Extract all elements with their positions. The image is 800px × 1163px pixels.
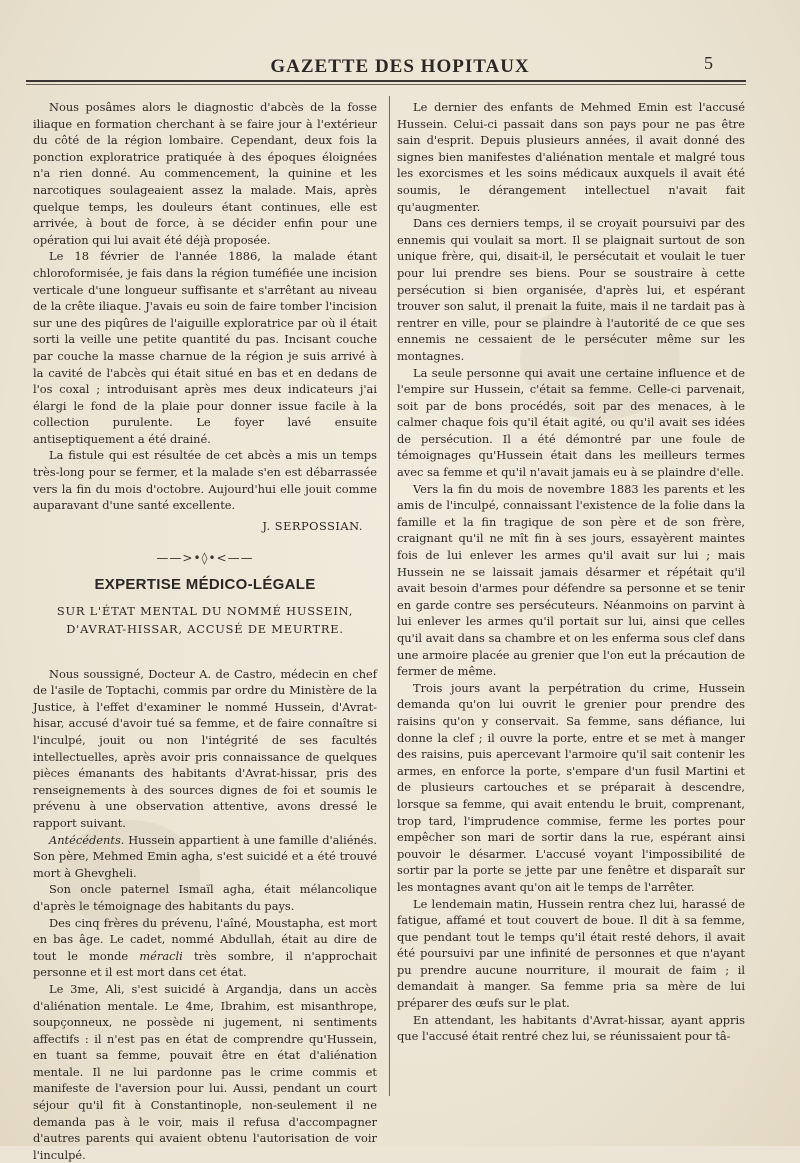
text-span: très sombre, il n'approchait personne et il est mort dans cet état. <box>33 948 378 980</box>
paragraph: La seule personne qui avait une certaine influence et de l'empire sur Hussein, c'était sa femme. Celle-ci parvenait, soit par de bons procédés, soit par des menaces, à le calmer chaque fois qu'il était agité, ou qu'il avait ses idées de persécution. Il a été démontré par une foule de témoignages qu'Hussein était dans les meilleurs termes avec sa femme et qu'il n'avait jamais eu à se plaindre d'elle. <box>397 365 745 480</box>
paragraph: Le 18 février de l'année 1886, la malade étant chloroformisée, je fais dans la région tuméfiée une incision verticale d'une longueur suffisante et s'arrêtant au niveau de la crête iliaque. J'avais eu soin de faire tomber l'incision sur une des piqûres de l'aiguille exploratrice par où il était sorti la veille une petite quantité du pas. Incisant couche par couche la masse charnue de la région je suis arrivé à la cavité de l'abcès qui était situé en bas et en dedans de l'os coxal ; introduisant après mes deux indicateurs j'ai élargi le fond de la plaie pour donner issue facile à la collection purulente. Le foyer lavé ensuite antiseptiquement a été drainé. <box>33 249 377 446</box>
paragraph <box>33 915 377 981</box>
section-subtitle <box>33 602 377 638</box>
paragraph: La fistule qui est résultée de cet abcès a mis un temps très-long pour se fermer, et la malade s'en est débarrassée vers la fin du mois d'octobre. Aujourd'hui elle jouit comme auparavant d'une santé excellente. <box>33 448 377 513</box>
paragraph: Nous soussigné, Docteur A. de Castro, médecin en chef de l'asile de Toptachi, commis par ordre du Ministère de la Justice, à l'effet d'examiner le nommé Hussein, d'Avrat-hisar, accusé d'avoir tué sa femme, et de faire connaître si l'inculpé, jouit ou non l'intégrité de ses facultés intellectuelles, après avoir pris connaissance de quelques pièces émanants des habitants d'Avrat-hissar, pris des renseignements à des sources dignes de foi et soumis le prévenu à une observation attentive, avons dressé le rapport suivant. <box>33 666 377 830</box>
section-subtitle-line: SUR L'ÉTAT MENTAL DU NOMMÉ HUSSEIN, <box>56 603 354 618</box>
paragraph: Dans ces derniers temps, il se croyait poursuivi par des ennemis qui voulait sa mort. Il se plaignait surtout de son unique frère, qui, disait-il, le persécutait et voulait le tuer pour lui prendre ses biens. Pour se soustraire à cette persécution si bien organisée, d'après lui, et espérant trouver son salut, il prenait la fuite, mais il ne tardait pas à rentrer en ville, pour se plaindre à l'autorité de ce que ses ennemis ne cessaient de le persécuter même sur les montagnes. <box>397 216 745 363</box>
author-signature: J. SERPOSSIAN. <box>262 518 363 533</box>
section-ornament: ——>•◊•<—— <box>156 551 254 566</box>
paragraph: Le 3me, Ali, s'est suicidé à Argandja, dans un accès d'aliénation mentale. Le 4me, Ibrahim, est misanthrope, soupçonneux, ne possède ni jugement, ni sentiments affectifs : il n'est pas en état de comprendre qu'Hussein, en tuant sa femme, pouvait être en état d'aliénation mentale. Il ne lui pardonne pas le crime commis et manifeste de l'aversion pour lui. Aussi, pendant un court séjour qu'il fit à Constantinople, non-seulement il ne demanda pas à le voir, mais il refusa d'accompagner d'autres parents qui avaient obtenu l'autorisation de voir l'inculpé. <box>33 981 377 1162</box>
column-divider <box>389 96 390 1096</box>
antecedents-label: Antécédents. <box>49 832 125 847</box>
section-subtitle-line: D'AVRAT-HISSAR, ACCUSÉ DE MEURTRE. <box>66 621 344 636</box>
header-rule-thin <box>26 84 746 85</box>
paragraph: Son oncle paternel Ismaïl agha, était mélancolique d'après le témoignage des habitants du pays. <box>33 882 377 913</box>
paragraph: Vers la fin du mois de novembre 1883 les parents et les amis de l'inculpé, connaissant l'existence de la folie dans la famille et la fin tragique de son père et de son frère, craignant qu'il ne mît fin à ses jours, essayèrent maintes fois de lui enlever les armes qu'il avait sur lui ; mais Hussein ne se laissait jamais désarmer et répétait qu'il avait besoin d'armes pour défendre sa personne et se tenir en garde contre ses persécuteurs. Néanmoins on parvint à lui enlever les armes qu'il portait sur lui, ainsi que celles qu'il avait dans sa chambre et on les enferma sous clef dans une armoire placée au grenier que l'on eut la précaution de fermer de même. <box>397 481 745 679</box>
antecedents-text: Hussein appartient à une famille d'aliénés. Son père, Mehmed Emin agha, s'est suicidé et a été trouvé mort à Ghevgheli. <box>33 832 377 880</box>
section-title: EXPERTISE MÉDICO-LÉGALE <box>94 576 316 594</box>
paragraph: Nous posâmes alors le diagnostic d'abcès de la fosse iliaque en formation cherchant à se faire jour à l'extérieur du côté de la région lombaire. Cependant, deux fois la ponction exploratrice pratiquée à des époques éloignées n'a rien donné. Au commencement, la quinine et les narcotiques soulageaient assez la malade. Mais, après quelque temps, les douleurs étant continues, elle est arrivée, à bout de force, à se décider enfin pour une opération qui lui avait été déjà proposée. <box>33 100 377 247</box>
page-number: 5 <box>704 53 713 73</box>
paragraph: Le lendemain matin, Hussein rentra chez lui, harassé de fatigue, affamé et tout couvert de boue. Il dit à sa femme, que pendant tout le temps qu'il était resté dehors, il avait été poursuivi par une infinité de personnes et que n'ayant pu prendre aucune nourriture, il mourait de faim ; il demandait à manger. Sa femme pria sa mère de lui préparer des œufs sur le plat. <box>397 896 745 1011</box>
italic-term: méracli <box>139 948 183 963</box>
paragraph: Le dernier des enfants de Mehmed Emin est l'accusé Hussein. Celui-ci passait dans son pays pour ne pas être sain d'esprit. Depuis plusieurs années, il avait donné des signes bien manifestes d'aliénation mentale et malgré tous les exorcismes et les soins médicaux auxquels il avait été soumis, le dérangement intellectuel n'avait fait qu'augmenter. <box>397 100 745 214</box>
page-header-title: GAZETTE DES HOPITAUX <box>270 56 530 77</box>
paragraph: Trois jours avant la perpétration du crime, Hussein demanda qu'on lui ouvrit le grenier pour prendre des raisins qu'on y conservait. Sa femme, sans défiance, lui donne la clef ; il ouvre la porte, entre et se met à manger des raisins, puis apercevant l'armoire qu'il sait contenir les armes, en enforce la porte, s'empare d'un fusil Martini et de plusieurs cartouches et se préparait à descendre, lorsque sa femme, qui avait entendu le bruit, comprenant, trop tard, l'imprudence commise, ferme les portes pour empêcher son mari de sortir dans la rue, espérant ainsi pouvoir le désarmer. L'accusé voyant l'impossibilité de sortir par la porte se jette par une fenêtre et disparaît sur les montagnes avant qu'on ait le temps de l'arrêter. <box>397 680 745 894</box>
text-span: Des cinq frères du prévenu, l'aîné, Moustapha, est mort en bas âge. Le cadet, nommé Abdullah, était au dire de tout le monde <box>33 915 377 963</box>
right-column <box>397 99 745 1045</box>
paragraph: En attendant, les habitants d'Avrat-hissar, ayant appris que l'accusé était rentré chez lui, se réunissaient pour tâ- <box>397 1012 745 1044</box>
paragraph <box>33 832 377 882</box>
header-rule <box>26 80 746 82</box>
left-column <box>33 99 377 1163</box>
